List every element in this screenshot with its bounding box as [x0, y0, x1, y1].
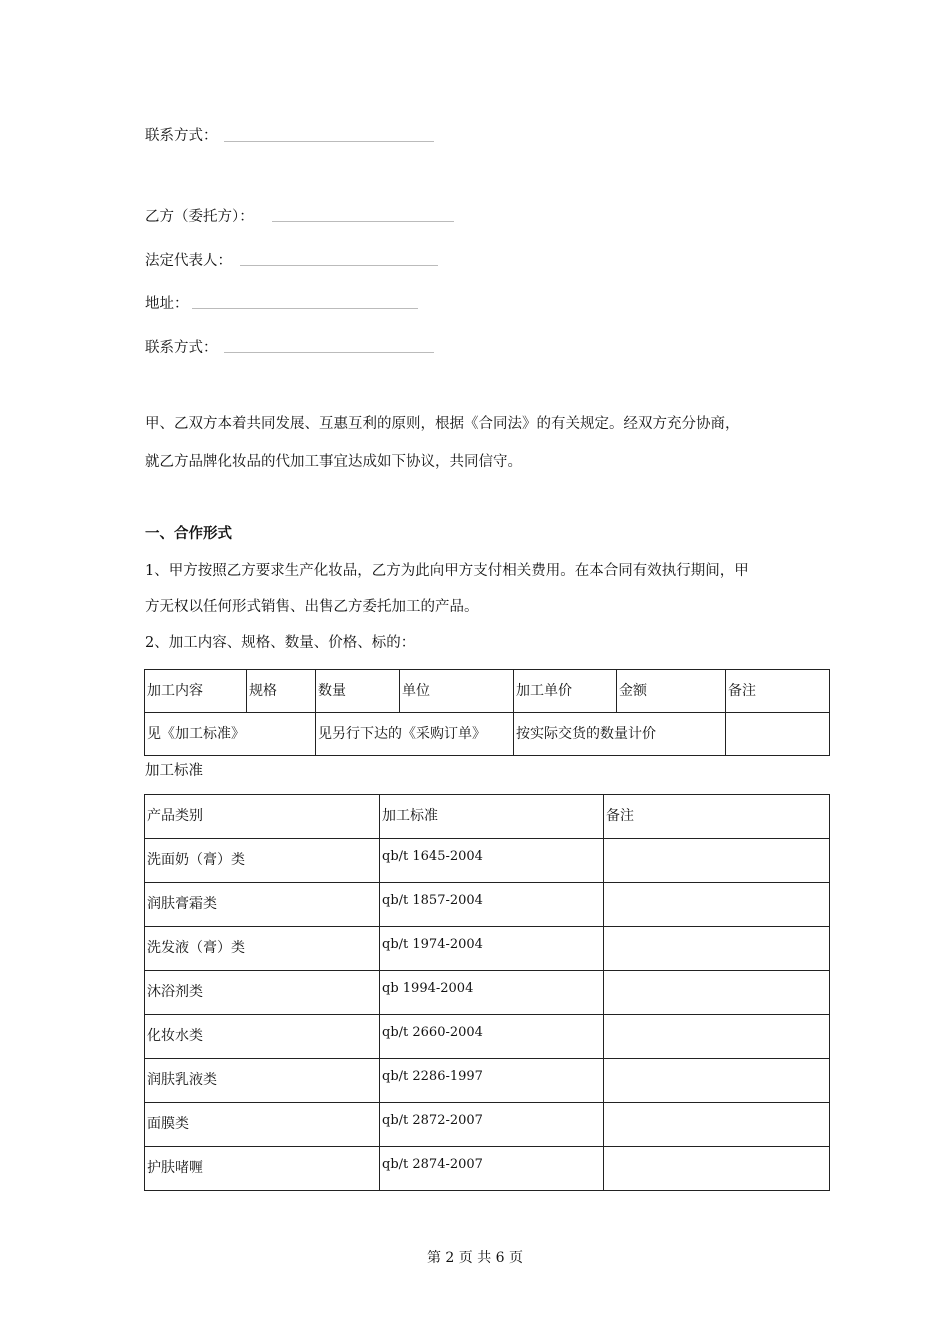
- remark-cell: [604, 883, 830, 927]
- legal-rep-label: 法定代表人：: [145, 253, 232, 269]
- party-b-contact-label: 联系方式：: [145, 340, 218, 356]
- remark-cell: [604, 1015, 830, 1059]
- table-row: [145, 1059, 830, 1103]
- item1-line-2: 方无权以任何形式销售、出售乙方委托加工的产品。: [145, 599, 479, 615]
- page-number: 第 2 页 共 6 页: [426, 1250, 524, 1266]
- standards-table: [144, 794, 830, 1191]
- party-a-contact-label: 联系方式：: [145, 128, 218, 144]
- remark-cell: [604, 1103, 830, 1147]
- product-category-cell: 洗面奶（膏）类: [145, 839, 380, 883]
- product-category-cell: 面膜类: [145, 1103, 380, 1147]
- remark-cell: [604, 1059, 830, 1103]
- table-header-cell: 单位: [400, 670, 514, 713]
- table-header-cell: 产品类别: [145, 795, 380, 839]
- remark-cell: [604, 927, 830, 971]
- remark-cell: [604, 1147, 830, 1191]
- table-cell: 见《加工标准》: [145, 713, 316, 756]
- party-b-blank: [272, 221, 454, 222]
- standard-cell: qb/t 1974-2004: [380, 927, 604, 971]
- standard-cell: qb/t 2286-1997: [380, 1059, 604, 1103]
- processing-table: [144, 669, 830, 756]
- standard-cell: qb/t 2660-2004: [380, 1015, 604, 1059]
- product-category-cell: 护肤啫喱: [145, 1147, 380, 1191]
- remark-cell: [604, 971, 830, 1015]
- table-cell: 见另行下达的《采购订单》: [316, 713, 514, 756]
- table-header-cell: 加工单价: [514, 670, 617, 713]
- item1-line-1: 1、甲方按照乙方要求生产化妆品，乙方为此向甲方支付相关费用。在本合同有效执行期间，甲: [145, 563, 749, 579]
- product-category-cell: 润肤膏霜类: [145, 883, 380, 927]
- table-row: [145, 883, 830, 927]
- table-header-cell: 备注: [604, 795, 830, 839]
- table-header-cell: 备注: [726, 670, 830, 713]
- table-header-cell: 规格: [247, 670, 316, 713]
- address-blank: [192, 308, 418, 309]
- standard-cell: qb 1994-2004: [380, 971, 604, 1015]
- party-b-label: 乙方（委托方）：: [145, 209, 254, 225]
- remark-cell: [604, 839, 830, 883]
- table-row: [145, 971, 830, 1015]
- table-cell: 按实际交货的数量计价: [514, 713, 726, 756]
- item2-text: 2、加工内容、规格、数量、价格、标的：: [145, 635, 416, 651]
- standard-cell: qb/t 2872-2007: [380, 1103, 604, 1147]
- product-category-cell: 沐浴剂类: [145, 971, 380, 1015]
- standards-caption: 加工标准: [145, 763, 203, 779]
- table-row: [145, 713, 830, 756]
- table-header-cell: 加工标准: [380, 795, 604, 839]
- section-heading: 一、合作形式: [145, 525, 232, 542]
- intro-line-1: 甲、乙双方本着共同发展、互惠互利的原则，根据《合同法》的有关规定。经双方充分协商，: [145, 416, 740, 432]
- product-category-cell: 润肤乳液类: [145, 1059, 380, 1103]
- address-label: 地址：: [145, 296, 189, 312]
- table-header-row: [145, 795, 830, 839]
- table-row: [145, 1147, 830, 1191]
- table-row: [145, 1015, 830, 1059]
- legal-rep-blank: [240, 265, 438, 266]
- table-row: [145, 1103, 830, 1147]
- product-category-cell: 化妆水类: [145, 1015, 380, 1059]
- table-header-cell: 金额: [617, 670, 726, 713]
- standard-cell: qb/t 1645-2004: [380, 839, 604, 883]
- table-header-cell: 加工内容: [145, 670, 247, 713]
- intro-line-2: 就乙方品牌化妆品的代加工事宜达成如下协议，共同信守。: [145, 454, 522, 470]
- table-row: [145, 927, 830, 971]
- party-b-contact-blank: [224, 352, 434, 353]
- table-header-cell: 数量: [316, 670, 400, 713]
- party-a-contact-blank: [224, 141, 434, 142]
- standard-cell: qb/t 1857-2004: [380, 883, 604, 927]
- table-row: [145, 839, 830, 883]
- table-cell: [726, 713, 830, 756]
- standard-cell: qb/t 2874-2007: [380, 1147, 604, 1191]
- table-header-row: [145, 670, 830, 713]
- product-category-cell: 洗发液（膏）类: [145, 927, 380, 971]
